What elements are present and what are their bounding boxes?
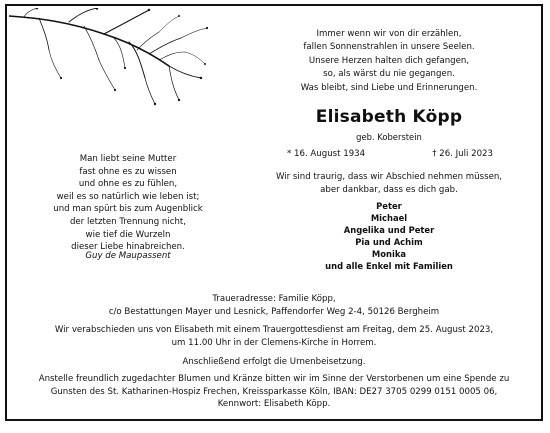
mourning-line: Wir sind traurig, dass wir Abschied nehmen müssen, — [275, 172, 503, 182]
survivors-list — [269, 200, 509, 272]
service-info — [15, 324, 533, 349]
mourning-line: aber dankbar, dass es dich gab. — [320, 185, 458, 196]
mourning-text — [269, 171, 509, 198]
poem-left-line: fast ohne es zu wissen — [79, 166, 177, 177]
poem-left — [33, 153, 223, 254]
poem-left-line: wie tief die Wurzeln — [85, 229, 171, 240]
survivor-name: und alle Enkel mit Familien — [325, 261, 453, 271]
poem-right-line: fallen Sonnenstrahlen in unsere Seelen. — [303, 42, 475, 53]
obituary-card — [5, 4, 543, 421]
survivor-name: Michael — [370, 213, 408, 223]
poem-author: Guy de Maupassent — [85, 251, 171, 261]
poem-left-line: und ohne es zu fühlen, — [78, 179, 178, 190]
deceased-name: Elisabeth Köpp — [315, 107, 463, 127]
poem-left-line: weil es so natürlich wie leben ist; — [56, 191, 200, 202]
poem-left-line: der letzten Trennung nicht, — [69, 216, 187, 227]
survivor-name: Angelika und Peter — [343, 225, 435, 235]
death-date: † 26. Juli 2023 — [432, 149, 493, 159]
service-line: Wir verabschieden uns von Elisabeth mit einem Trauergottesdienst am Freitag, dem 25. August 2023, — [54, 325, 494, 335]
maiden-name: geb. Koberstein — [356, 132, 422, 142]
poem-right-line: Was bleibt, sind Liebe und Erinnerungen. — [300, 82, 478, 93]
poem-left-line: dieser Liebe hinabreichen. — [71, 242, 185, 253]
burial-info: Anschließend erfolgt die Urnenbeisetzung. — [182, 357, 366, 367]
poem-left-line: Man liebt seine Mutter — [79, 154, 177, 164]
poem-left-line: und man spürt bis zum Augenblick — [53, 204, 203, 215]
donation-line: Anstelle freundlich zugedachter Blumen und Kränze bitten wir im Sinne der Verstorbenen um eine Spende zu — [38, 374, 510, 384]
survivor-name: Peter — [376, 201, 402, 211]
service-line: um 11.00 Uhr in der Clemens-Kirche in Horrem. — [171, 337, 377, 348]
survivor-name: Monika — [371, 249, 407, 259]
donation-line: Kennwort: Elisabeth Köpp. — [217, 399, 331, 410]
mourning-address — [15, 293, 533, 318]
address-line: Traueradresse: Familie Köpp, — [212, 294, 336, 304]
poem-right-line: so, als wärst du nie gegangen. — [323, 69, 455, 80]
poem-right-line: Immer wenn wir von dir erzählen, — [316, 29, 462, 39]
poem-right-line: Unsere Herzen halten dich gefangen, — [308, 55, 470, 66]
branch-illustration — [9, 8, 209, 108]
donation-info — [15, 373, 533, 411]
poem-right — [269, 28, 509, 95]
survivor-name: Pia und Achim — [355, 237, 423, 247]
birth-date: * 16. August 1934 — [287, 149, 366, 159]
address-line: c/o Bestattungen Mayer und Lesnick, Paffendorfer Weg 2-4, 50126 Bergheim — [108, 306, 440, 317]
donation-line: Gunsten des St. Katharinen-Hospiz Frechen, Kreissparkasse Köln, IBAN: DE27 3705 0299 0151 0005 06, — [50, 386, 498, 397]
